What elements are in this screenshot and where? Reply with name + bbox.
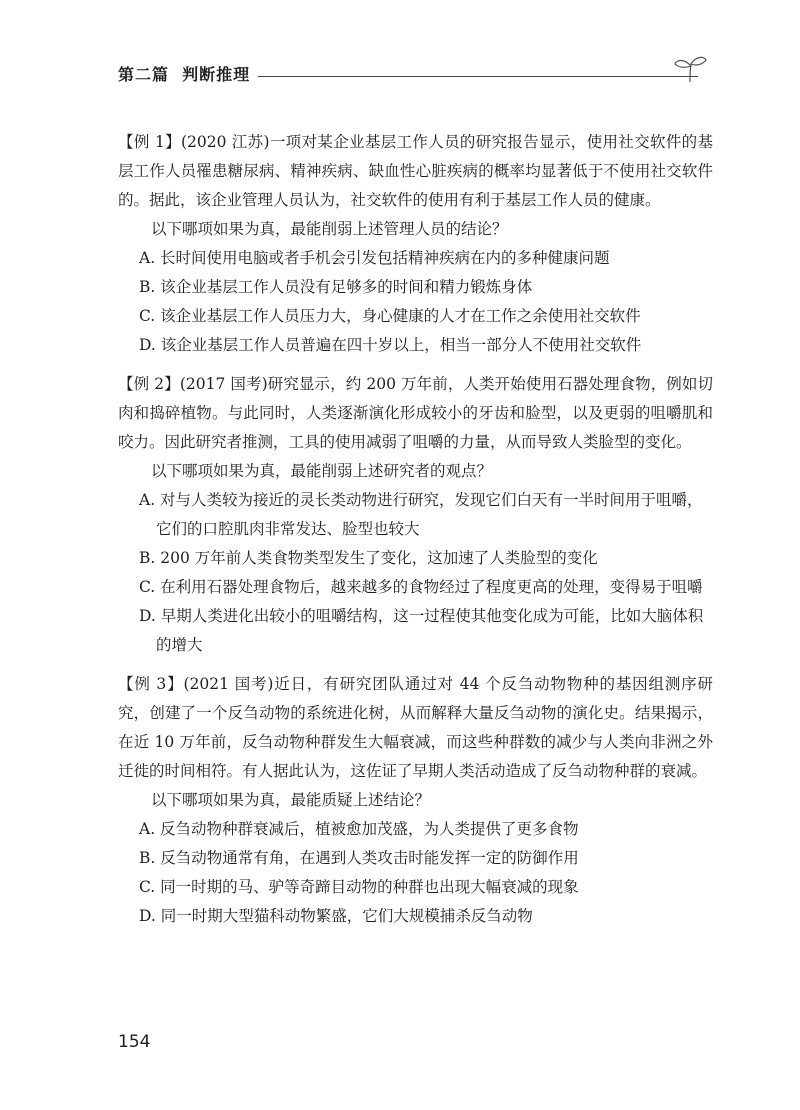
option-a: A. 长时间使用电脑或者手机会引发包括精神疾病在内的多种健康问题	[139, 249, 610, 267]
option-c: C. 该企业基层工作人员压力大，身心健康的人才在工作之余使用社交软件	[139, 307, 641, 325]
example-text: 一项对某企业基层工作人员的研究报告显示，使用社交软件的基层工作人员罹患糖尿病、精神疾病、缺血性心脏疾病的概率均显著低于不使用社交软件的。据此，该企业管理人员认为，社交软件的使用有利于基层工作人员的健康。	[118, 133, 714, 209]
example-stem	[118, 670, 713, 786]
option-b: B. 该企业基层工作人员没有足够多的时间和精力锻炼身体	[139, 278, 533, 296]
example-stem	[118, 370, 713, 457]
header-rule	[258, 76, 698, 77]
example-3	[118, 670, 713, 931]
example-tag: 【例 3】	[118, 675, 184, 693]
example-tag: 【例 1】	[118, 133, 181, 151]
option-a: A. 反刍动物种群衰减后，植被愈加茂盛，为人类提供了更多食物	[139, 820, 579, 838]
page-number: 154	[118, 1032, 151, 1052]
example-text: 研究显示，约 200 万年前，人类开始使用石器处理食物，例如切肉和捣碎植物。与此同时，人类逐渐演化形成较小的牙齿和脸型，以及更弱的咀嚼肌和咬力。因此研究者推测，工具的使用减弱了咀嚼的力量，从而导致人类脸型的变化。	[118, 375, 714, 451]
option-d: D. 同一时期大型猫科动物繁盛，它们大规模捕杀反刍动物	[139, 907, 533, 925]
example-question: 以下哪项如果为真，最能削弱上述管理人员的结论？	[151, 220, 508, 238]
example-question: 以下哪项如果为真，最能质疑上述结论？	[151, 791, 431, 809]
section-title: 第二篇 判断推理	[118, 65, 251, 84]
option-b: B. 200 万年前人类食物类型发生了变化，这加速了人类脸型的变化	[139, 549, 598, 567]
page-content	[118, 128, 713, 941]
example-stem	[118, 128, 713, 215]
example-question: 以下哪项如果为真，最能削弱上述研究者的观点？	[151, 462, 493, 480]
page-header	[118, 58, 698, 90]
example-text: 近日，有研究团队通过对 44 个反刍动物物种的基因组测序研究，创建了一个反刍动物的系统进化树，从而解释大量反刍动物的演化史。结果揭示，在近 10 万年前，反刍动物种群发生大幅衰减，而这些种群数的减少与人类向非洲之外迁徙的时间相符。有人据此认为，这佐证了早期人类活动造成了反刍动物种群的衰减。	[118, 675, 713, 780]
option-c: C. 同一时期的马、驴等奇蹄目动物的种群也出现大幅衰减的现象	[139, 878, 579, 896]
example-source: (2021 国考)	[183, 675, 274, 693]
example-source: (2017 国考)	[179, 375, 268, 393]
option-d: D. 早期人类进化出较小的咀嚼结构，这一过程使其他变化成为可能，比如大脑体积的增大	[139, 607, 704, 654]
example-2	[118, 370, 713, 660]
example-1	[118, 128, 713, 360]
option-d: D. 该企业基层工作人员普遍在四十岁以上，相当一部分人不使用社交软件	[139, 336, 642, 354]
example-tag: 【例 2】	[118, 375, 180, 393]
option-b: B. 反刍动物通常有角，在遇到人类攻击时能发挥一定的防御作用	[139, 849, 579, 867]
option-a: A. 对与人类较为接近的灵长类动物进行研究，发现它们白天有一半时间用于咀嚼，它们的口腔肌肉非常发达、脸型也较大	[139, 491, 703, 538]
option-c: C. 在利用石器处理食物后，越来越多的食物经过了程度更高的处理，变得易于咀嚼	[139, 578, 703, 596]
sprout-icon	[670, 54, 710, 84]
example-source: (2020 江苏)	[181, 133, 270, 151]
